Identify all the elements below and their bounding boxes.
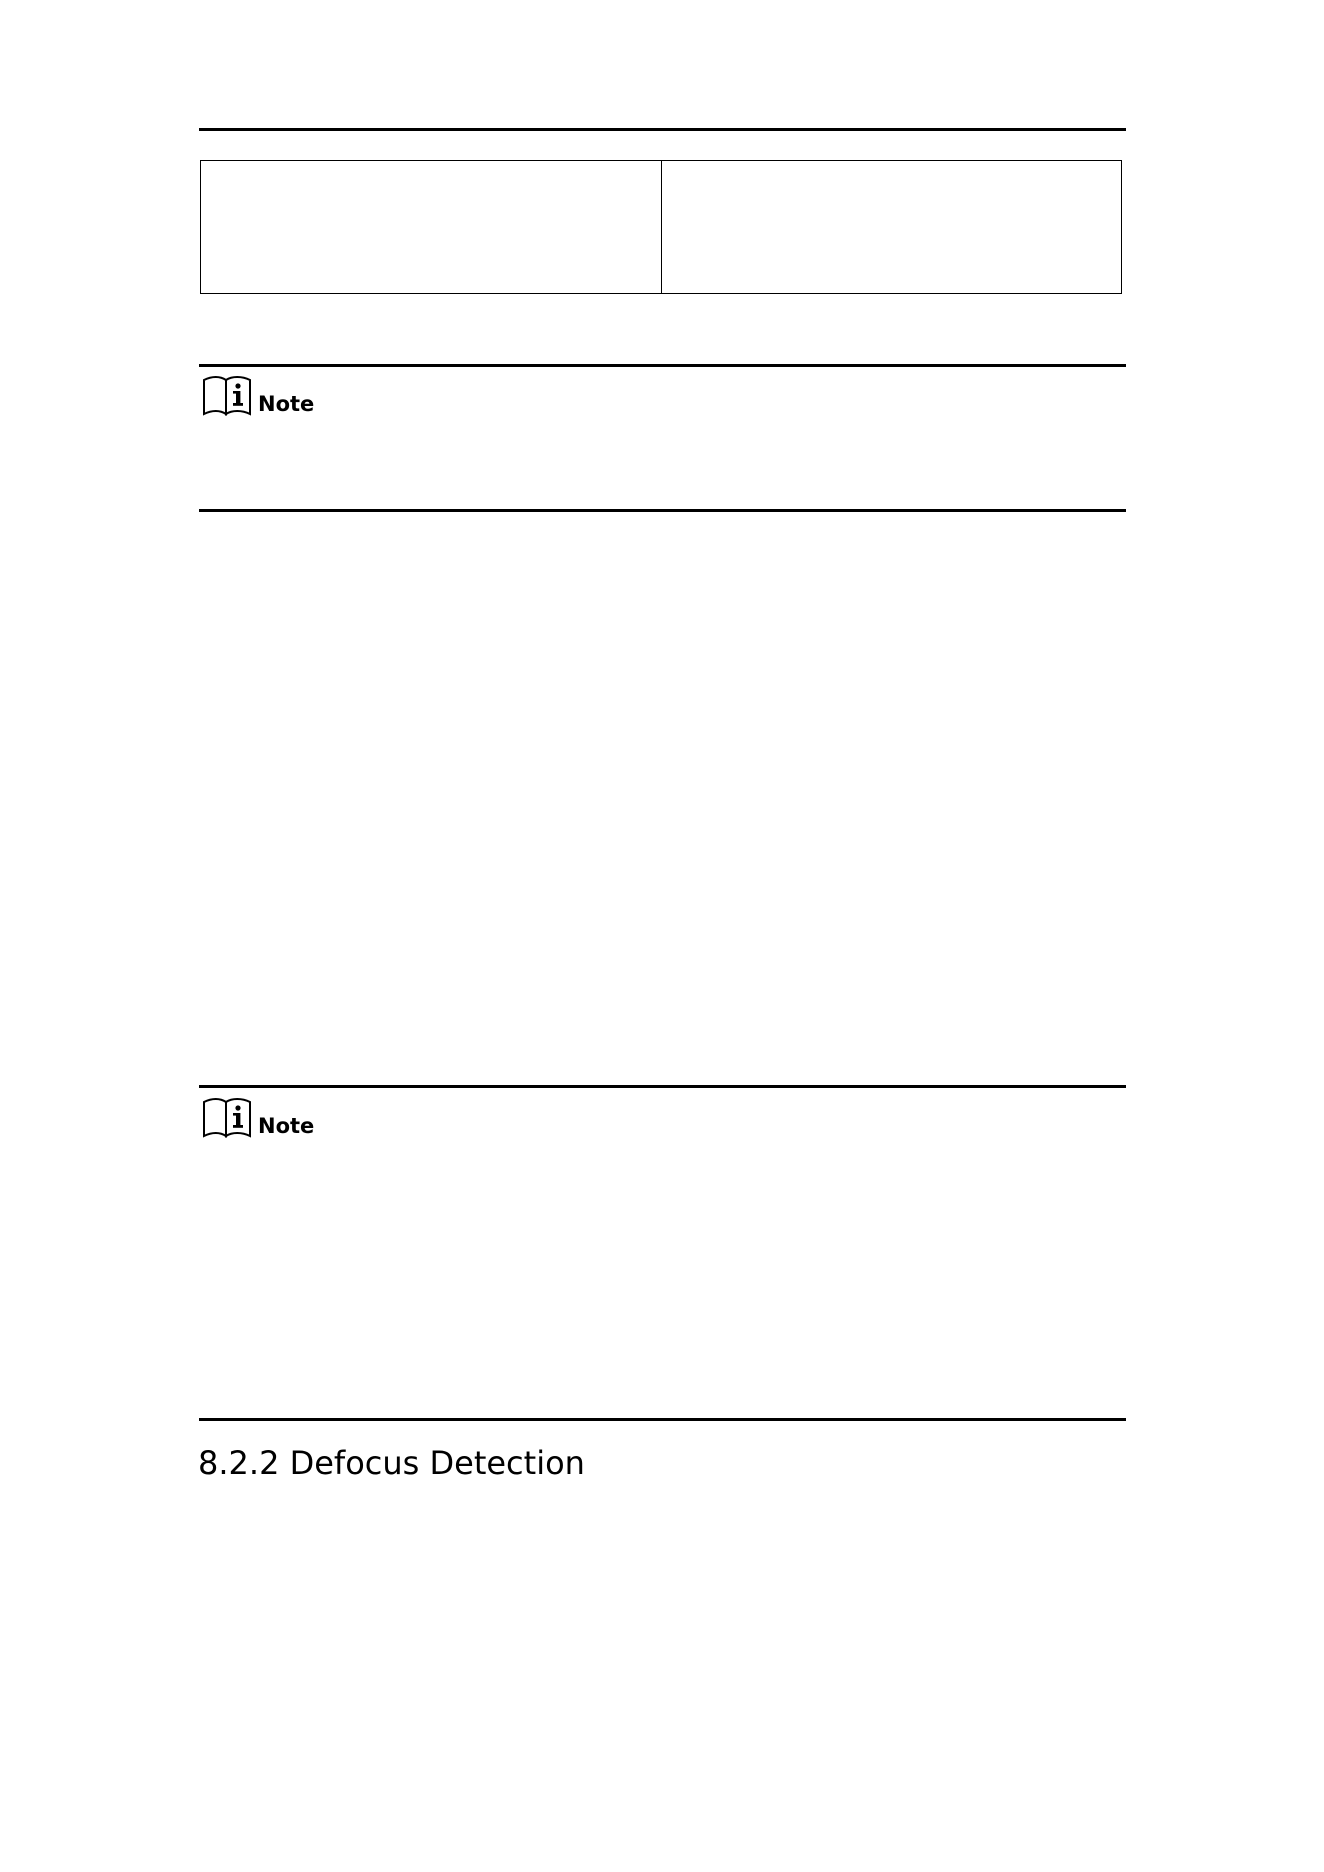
table-cell-right — [661, 161, 1121, 293]
note-top-rule — [199, 1085, 1126, 1088]
note-heading — [200, 374, 314, 420]
header-rule — [199, 128, 1126, 131]
section-heading: 8.2.2 Defocus Detection — [198, 1444, 585, 1482]
note-bottom-rule — [199, 509, 1126, 512]
note-label: Note — [258, 1114, 315, 1138]
note-heading — [200, 1096, 314, 1142]
table-cell-left — [201, 161, 661, 293]
info-book-icon — [200, 374, 256, 420]
note-top-rule — [199, 364, 1126, 367]
note-bottom-rule — [199, 1418, 1126, 1421]
parameter-table — [200, 160, 1122, 294]
info-book-icon — [200, 1096, 256, 1142]
note-label: Note — [258, 392, 315, 416]
